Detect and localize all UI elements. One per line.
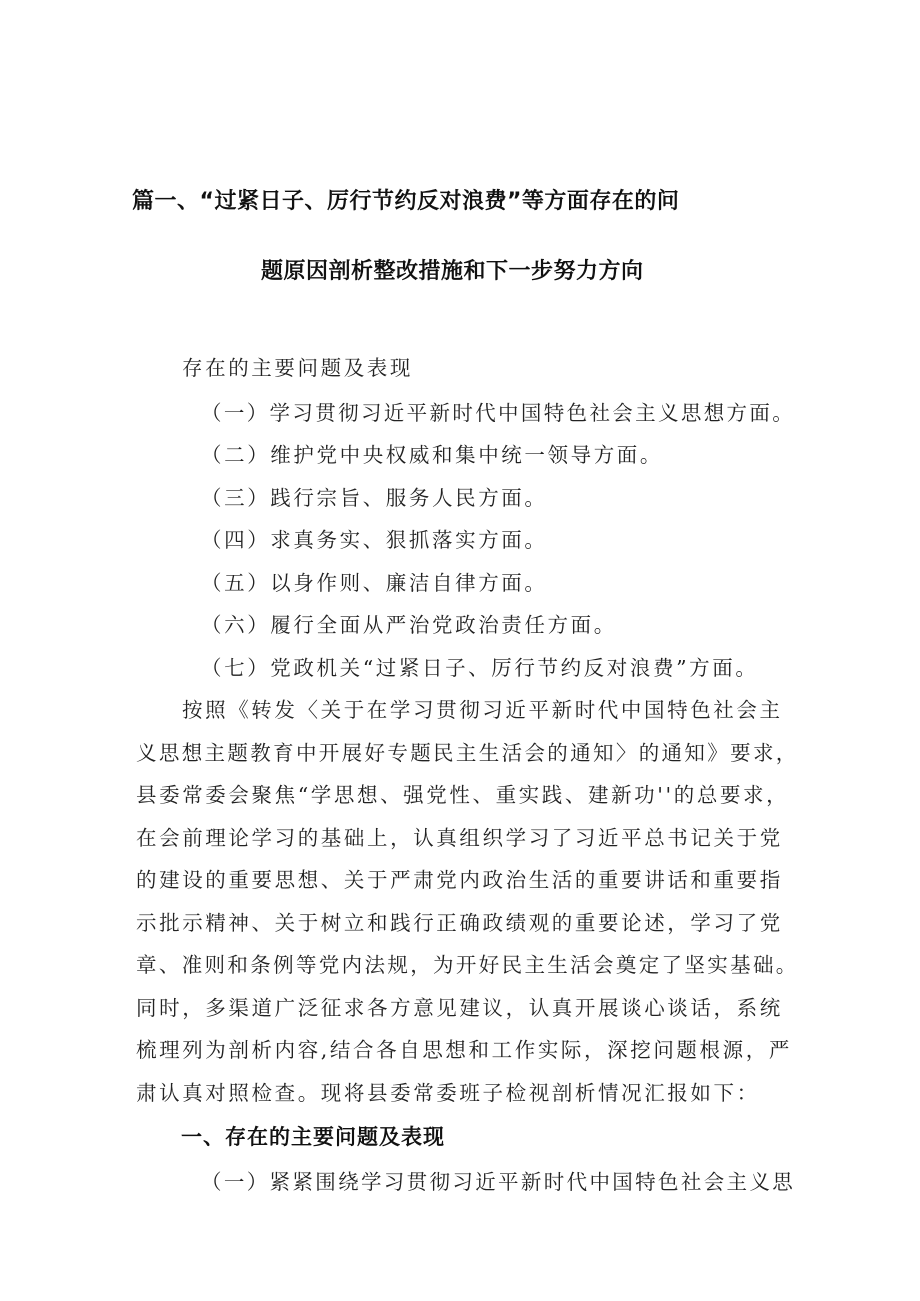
section-first-line: （一）紧紧围绕学习贯彻习近平新时代中国特色社会主义思 — [201, 1170, 796, 1194]
paragraph-line: 肃认真对照检查。现将县委常委班子检视剖析情况汇报如下： — [136, 1081, 760, 1105]
list-item: （六）履行全面从严治党政治责任方面。 — [201, 613, 617, 637]
document-title-line-1: 篇一、“过紧日子、厉行节约反对浪费”等方面存在的问 — [132, 189, 680, 214]
list-item: （二）维护党中央权威和集中统一领导方面。 — [201, 443, 663, 467]
paragraph-line: 义思想主题教育中开展好专题民主生活会的通知〉的通知》要求， — [136, 741, 799, 765]
list-item: （四）求真务实、狠抓落实方面。 — [201, 528, 548, 552]
paragraph-line: 同时，多渠道广泛征求各方意见建议，认真开展谈心谈话，系统 — [136, 996, 783, 1020]
paragraph-line: 的建设的重要思想、关于严肃党内政治生活的重要讲话和重要指 — [136, 868, 783, 892]
list-item: （一）学习贯彻习近平新时代中国特色社会主义思想方面。 — [201, 401, 796, 425]
list-item: （七）党政机关“过紧日子、厉行节约反对浪费”方面。 — [201, 656, 759, 680]
paragraph-line: 章、准则和条例等党内法规，为开好民主生活会奠定了坚实基础。 — [136, 953, 799, 977]
list-item: （五）以身作则、廉洁自律方面。 — [201, 571, 548, 595]
paragraph-line: 县委常委会聚焦“学思想、强党性、重实践、建新功''的总要求， — [136, 783, 790, 807]
list-item: （三）践行宗旨、服务人民方面。 — [201, 486, 548, 510]
section-heading: 一、存在的主要问题及表现 — [181, 1125, 445, 1149]
document-title-line-2: 题原因剖析整改措施和下一步努力方向 — [261, 259, 644, 284]
intro-heading: 存在的主要问题及表现 — [182, 356, 413, 380]
paragraph-line: 在会前理论学习的基础上，认真组织学习了习近平总书记关于党 — [136, 826, 783, 850]
paragraph-line: 按照《转发〈关于在学习贯彻习近平新时代中国特色社会主 — [182, 698, 783, 722]
paragraph-line: 示批示精神、关于树立和践行正确政绩观的重要论述，学习了党 — [136, 911, 783, 935]
paragraph-line: 梳理列为剖析内容,结合各自思想和工作实际，深挖问题根源，严 — [136, 1038, 792, 1062]
